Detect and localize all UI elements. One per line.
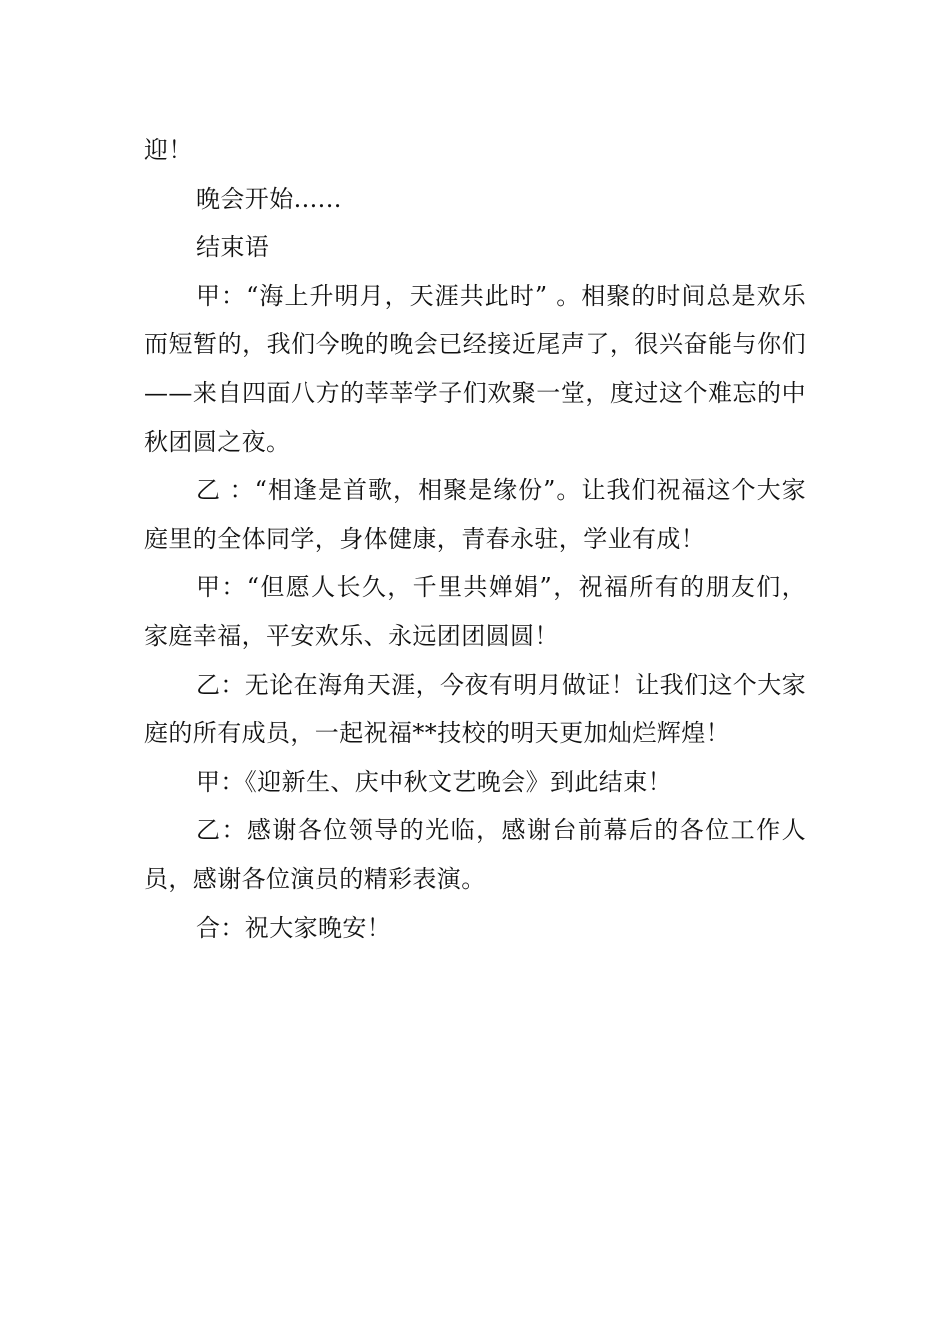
paragraph-jia-3: 甲：《迎新生、庆中秋文艺晚会》到此结束！ xyxy=(196,767,672,796)
paragraph-yi-3: 乙：感谢各位领导的光临，感谢台前幕后的各位工作人员，感谢各位演员的精彩表演。 xyxy=(144,816,806,893)
document-body xyxy=(144,126,806,952)
paragraph-jia-2: 甲：“但愿人长久，千里共婵娟”，祝福所有的朋友们，家庭幸福，平安欢乐、永远团团圆圆！ xyxy=(144,573,806,650)
paragraph-closing-heading: 结束语 xyxy=(196,233,270,262)
paragraph-together: 合：祝大家晚安！ xyxy=(196,913,392,942)
paragraph-gala-start: 晚会开始...... xyxy=(196,184,342,213)
paragraph-yi-2: 乙：无论在海角天涯，今夜有明月做证！让我们这个大家庭的所有成员，一起祝福**技校的明天更加灿烂辉煌！ xyxy=(144,670,806,748)
paragraph-continuation: 迎！ xyxy=(144,136,193,164)
paragraph-jia-1: 甲：“海上升明月，天涯共此时” 。相聚的时间总是欢乐而短暂的，我们今晚的晚会已经接近尾声了，很兴奋能与你们——来自四面八方的莘莘学子们欢聚一堂，度过这个难忘的中秋团圆之夜。 xyxy=(144,281,806,456)
paragraph-yi-1: 乙 ：“相逢是首歌，相聚是缘份”。让我们祝福这个大家庭里的全体同学，身体健康，青春永驻，学业有成！ xyxy=(144,476,806,553)
